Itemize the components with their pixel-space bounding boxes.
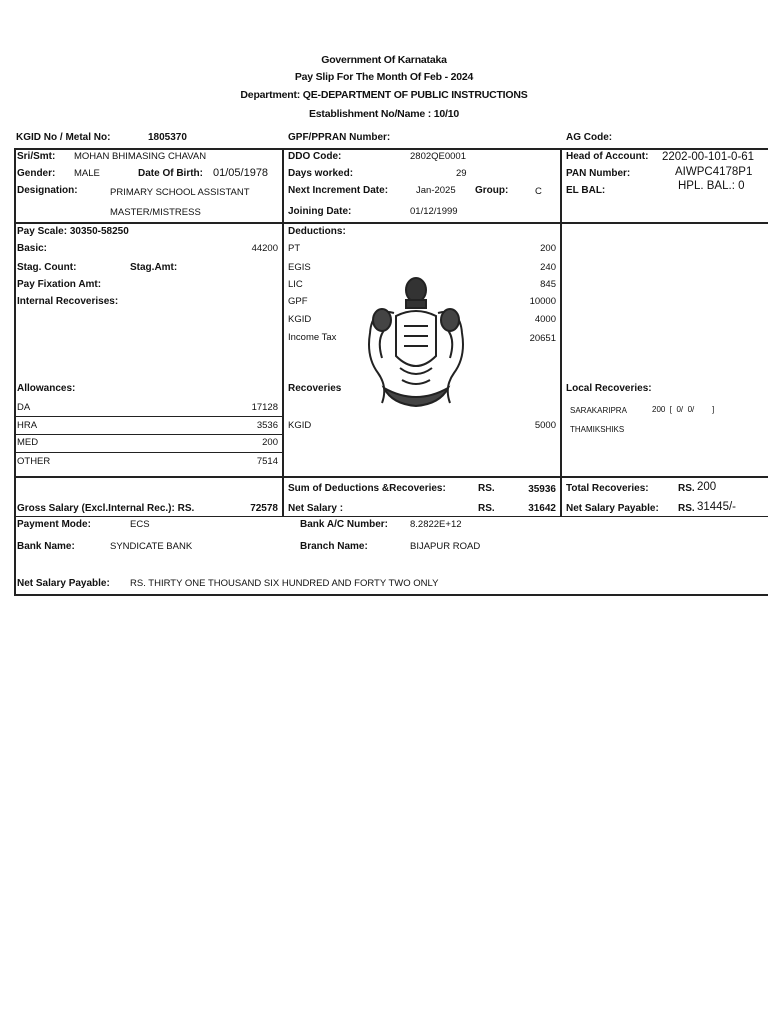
deduction-amount: 240 bbox=[540, 262, 556, 273]
total-recoveries-value: 200 bbox=[697, 481, 717, 493]
kgid-label: KGID No / Metal No: bbox=[16, 132, 111, 143]
pan-label: PAN Number: bbox=[566, 168, 631, 179]
allowance-row-rule bbox=[14, 416, 282, 417]
branch-name-label: Branch Name: bbox=[300, 541, 368, 552]
net-salary-rs: RS. bbox=[478, 503, 495, 514]
basic-label: Basic: bbox=[17, 243, 48, 254]
deduction-amount: 845 bbox=[540, 279, 556, 290]
net-payable-words-label: Net Salary Payable: bbox=[17, 578, 110, 589]
header-department: Department: QE-DEPARTMENT OF PUBLIC INSTRUCTIONS bbox=[240, 89, 528, 101]
basic-value: 44200 bbox=[251, 243, 278, 254]
gross-salary-label: Gross Salary (Excl.Internal Rec.): RS. bbox=[17, 503, 195, 514]
payment-mode-value: ECS bbox=[130, 519, 150, 530]
net-payable-words-value: RS. THIRTY ONE THOUSAND SIX HUNDRED AND FORTY TWO ONLY bbox=[130, 578, 439, 589]
rule-gross bbox=[14, 516, 768, 517]
pay-scale-label-text: Pay Scale: bbox=[17, 226, 68, 237]
pan-value: AIWPC4178P1 bbox=[675, 166, 753, 178]
allowance-amount: 17128 bbox=[251, 402, 278, 413]
local-recovery-name: SARAKARIPRA bbox=[570, 406, 627, 415]
rule-left bbox=[14, 148, 16, 594]
el-bal-label: EL BAL: bbox=[566, 185, 606, 196]
employee-name: MOHAN BHIMASING CHAVAN bbox=[74, 151, 207, 162]
recovery-name: KGID bbox=[288, 420, 312, 431]
allowance-amount: 7514 bbox=[256, 456, 278, 467]
local-recovery-name: THAMIKSHIKS bbox=[570, 425, 625, 434]
allowance-amount: 3536 bbox=[256, 420, 278, 431]
karnataka-emblem-icon bbox=[356, 268, 476, 418]
total-recoveries-label: Total Recoveries: bbox=[566, 483, 649, 494]
sum-deductions-rs: RS. bbox=[478, 483, 495, 494]
net-salary-payable-rs: RS. bbox=[678, 503, 695, 514]
hpl-bal-value: HPL. BAL.: 0 bbox=[678, 180, 745, 192]
rule-col1-lower bbox=[282, 476, 284, 516]
deduction-amount: 4000 bbox=[534, 314, 556, 325]
pay-fixation-label: Pay Fixation Amt: bbox=[17, 279, 102, 290]
rule-bottom bbox=[14, 594, 768, 596]
allowance-name: MED bbox=[17, 437, 39, 448]
rule-col2-lower bbox=[560, 476, 562, 516]
increment-label: Next Increment Date: bbox=[288, 185, 389, 196]
total-recoveries-rs: RS. bbox=[678, 483, 695, 494]
deduction-name: EGIS bbox=[288, 262, 311, 273]
ddo-value: 2802QE0001 bbox=[410, 151, 466, 162]
deduction-name: GPF bbox=[288, 296, 308, 307]
deduction-amount: 20651 bbox=[529, 333, 556, 344]
deduction-amount: 200 bbox=[540, 243, 556, 254]
deduction-name: PT bbox=[288, 243, 301, 254]
recoveries-title: Recoveries bbox=[288, 383, 342, 394]
recovery-amount: 5000 bbox=[534, 420, 556, 431]
pay-scale-value: 30350-58250 bbox=[69, 226, 129, 237]
ag-code-label: AG Code: bbox=[566, 132, 613, 143]
branch-name-value: BIJAPUR ROAD bbox=[410, 541, 481, 552]
bank-ac-value: 8.2822E+12 bbox=[410, 519, 462, 530]
rule-col2 bbox=[560, 148, 562, 476]
header-establishment: Establishment No/Name : 10/10 bbox=[308, 108, 459, 120]
group-label: Group: bbox=[475, 185, 509, 196]
allowance-name: HRA bbox=[17, 420, 38, 431]
head-of-account-value: 2202-00-101-0-61 bbox=[662, 151, 755, 163]
gross-salary-value: 72578 bbox=[250, 503, 278, 514]
net-salary-payable-label: Net Salary Payable: bbox=[566, 503, 659, 514]
rule-top bbox=[14, 148, 768, 150]
kgid-value: 1805370 bbox=[148, 132, 187, 143]
net-salary-label: Net Salary : bbox=[288, 503, 344, 514]
sum-deductions-label: Sum of Deductions &Recoveries: bbox=[288, 483, 446, 494]
rule-col1 bbox=[282, 148, 284, 476]
head-of-account-label: Head of Account: bbox=[566, 151, 649, 162]
joining-value: 01/12/1999 bbox=[410, 206, 458, 217]
allowance-row-rule bbox=[14, 452, 282, 453]
rule-info bbox=[14, 222, 768, 224]
local-recoveries-title: Local Recoveries: bbox=[566, 383, 652, 394]
internal-recoveries-label: Internal Recoverises: bbox=[17, 296, 119, 307]
designation-line2: MASTER/MISTRESS bbox=[110, 207, 201, 218]
allowance-name: DA bbox=[17, 402, 31, 413]
stag-count-label: Stag. Count: bbox=[17, 262, 77, 273]
allowance-name: OTHER bbox=[17, 456, 51, 467]
dob-label: Date Of Birth: bbox=[138, 168, 203, 179]
header-payslip-month: Pay Slip For The Month Of Feb - 2024 bbox=[294, 71, 474, 83]
allowance-amount: 200 bbox=[262, 437, 278, 448]
increment-value: Jan-2025 bbox=[416, 185, 456, 196]
designation-label: Designation: bbox=[17, 185, 78, 196]
rule-local bbox=[560, 476, 768, 478]
net-salary-payable-value: 31445/- bbox=[697, 501, 737, 513]
days-label: Days worked: bbox=[288, 168, 354, 179]
sum-deductions-value: 35936 bbox=[528, 484, 556, 495]
gender-value: MALE bbox=[74, 168, 100, 179]
allowances-title: Allowances: bbox=[17, 383, 76, 394]
deduction-name: LIC bbox=[288, 279, 303, 290]
deduction-name: Income Tax bbox=[288, 332, 337, 343]
dob-value: 01/05/1978 bbox=[213, 167, 269, 179]
days-value: 29 bbox=[456, 168, 467, 179]
group-value: C bbox=[535, 186, 542, 197]
ddo-label: DDO Code: bbox=[288, 151, 342, 162]
designation-line1: PRIMARY SCHOOL ASSISTANT bbox=[110, 187, 250, 198]
bank-name-value: SYNDICATE BANK bbox=[110, 541, 193, 552]
bank-ac-label: Bank A/C Number: bbox=[300, 519, 388, 530]
net-salary-value: 31642 bbox=[528, 503, 556, 514]
joining-label: Joining Date: bbox=[288, 206, 352, 217]
pay-scale-label bbox=[17, 226, 129, 238]
payment-mode-label: Payment Mode: bbox=[17, 519, 91, 530]
name-label: Sri/Smt: bbox=[17, 151, 56, 162]
stag-amt-label: Stag.Amt: bbox=[130, 262, 178, 273]
allowance-row-rule bbox=[14, 434, 282, 435]
gender-label: Gender: bbox=[17, 168, 56, 179]
deduction-name: KGID bbox=[288, 314, 312, 325]
deductions-title: Deductions: bbox=[288, 226, 346, 237]
gpf-label: GPF/PPRAN Number: bbox=[288, 132, 391, 143]
local-recovery-value: 200 [ 0/ 0/ ] bbox=[652, 405, 715, 414]
deduction-amount: 10000 bbox=[529, 296, 556, 307]
bank-name-label: Bank Name: bbox=[17, 541, 75, 552]
header-government: Government Of Karnataka bbox=[321, 54, 447, 66]
